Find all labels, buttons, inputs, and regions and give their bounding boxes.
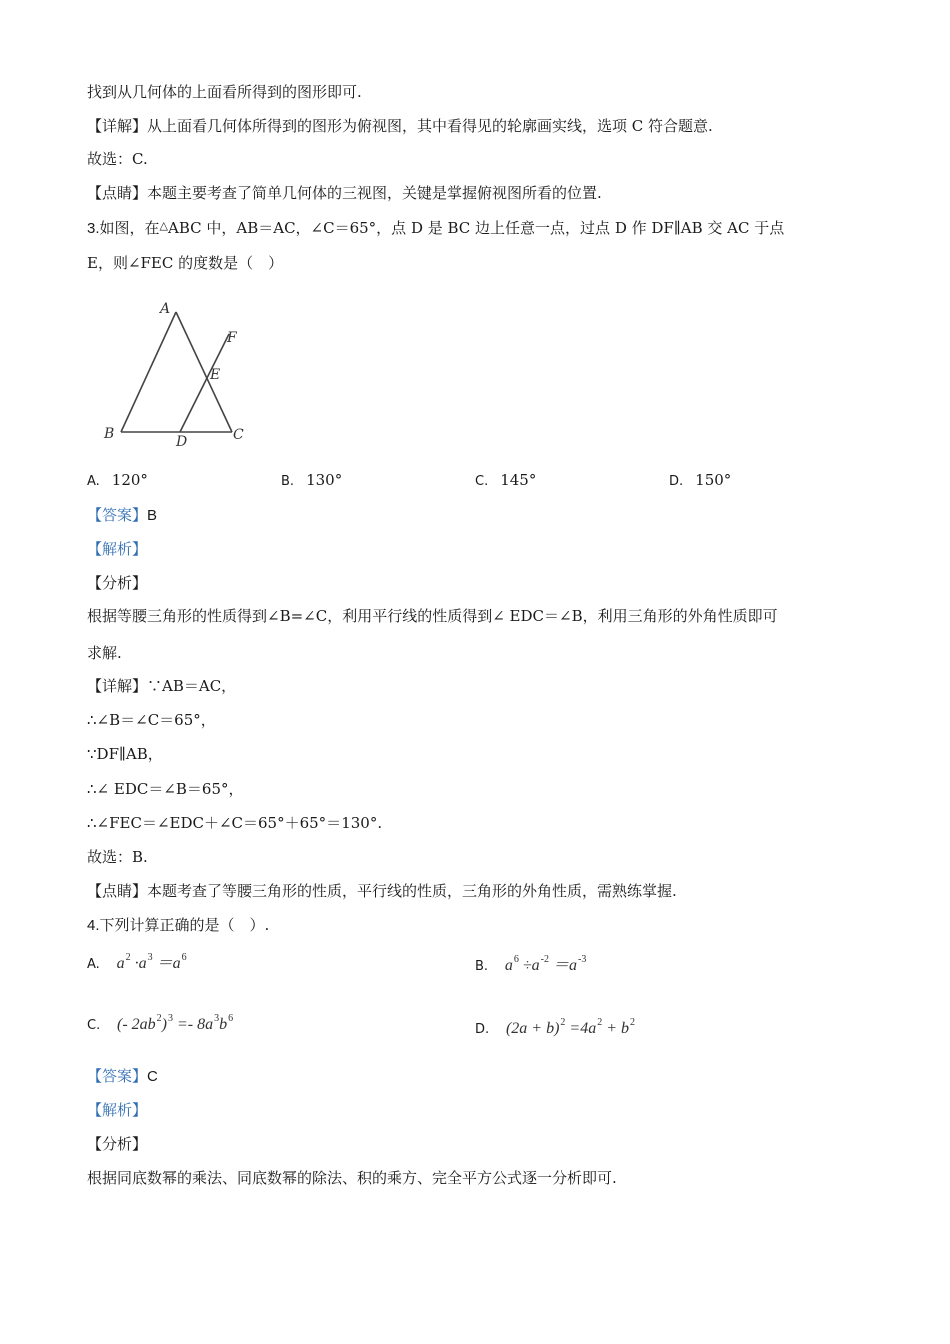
detail-line-4: ∴∠ EDC＝∠B＝65°， bbox=[87, 780, 244, 798]
detail-line-2: ∴∠B＝∠C＝65°， bbox=[87, 711, 216, 729]
answer-line: 【答案】B bbox=[87, 506, 158, 524]
label-e: E bbox=[210, 367, 221, 383]
option-c[interactable]: C. 145° bbox=[475, 471, 537, 489]
comment-line: 【点睛】本题主要考查了简单几何体的三视图，关键是掌握俯视图所看的位置. bbox=[87, 184, 602, 202]
question-4-stem: 4.下列计算正确的是（ ）. bbox=[87, 916, 270, 934]
option-d[interactable]: D. $(2a + b)^2 =4a^2 + b^2$ bbox=[475, 1017, 635, 1037]
analysis-tag: 【解析】 bbox=[87, 1101, 148, 1119]
answer-line: 【答案】C bbox=[87, 1067, 158, 1085]
question-number: 4. bbox=[87, 917, 100, 934]
analysis-tag: 【解析】 bbox=[87, 540, 148, 558]
detail-line-5: ∴∠FEC＝∠EDC＋∠C＝65°＋65°＝130°. bbox=[87, 814, 383, 832]
fenxi-line-1: 根据等腰三角形的性质得到∠B=∠C，利用平行线的性质得到∠ EDC＝∠B，利用三角形的外角性质即可 bbox=[87, 607, 778, 625]
label-a: A bbox=[160, 301, 171, 317]
line-df bbox=[180, 334, 229, 432]
option-c[interactable]: C. (- $2ab^2)^3 =- 8a^3b^6$ bbox=[87, 1013, 234, 1033]
side-ab bbox=[121, 312, 176, 432]
fenxi-tag: 【分析】 bbox=[87, 574, 148, 592]
triangle-icon: △ bbox=[159, 219, 168, 232]
triangle-figure bbox=[100, 298, 260, 453]
choose-line: 故选：C. bbox=[87, 150, 148, 168]
label-c: C bbox=[233, 427, 244, 443]
text-line: 找到从几何体的上面看所得到的图形即可. bbox=[87, 83, 362, 101]
label-f: F bbox=[227, 330, 237, 346]
comment-line: 【点睛】本题考查了等腰三角形的性质，平行线的性质，三角形的外角性质，需熟练掌握. bbox=[87, 882, 677, 900]
detail-line-3: ∵DF∥AB， bbox=[87, 745, 163, 763]
side-ac bbox=[176, 312, 232, 432]
question-3-stem: 3.如图，在△ABC 中，AB＝AC，∠C＝65°，点 D 是 BC 边上任意一点，过点 D 作 DF∥AB 交 AC 于点 bbox=[87, 219, 785, 237]
option-d[interactable]: D. 150° bbox=[669, 471, 732, 489]
choose-line: 故选：B. bbox=[87, 848, 148, 866]
fenxi-tag: 【分析】 bbox=[87, 1135, 148, 1153]
detail-line: 【详解】从上面看几何体所得到的图形为俯视图，其中看得见的轮廓画实线，选项 C 符合题意. bbox=[87, 117, 713, 135]
option-b[interactable]: B. $a^6 \div a^{-2} =a^{-3}$ bbox=[475, 954, 587, 974]
option-b[interactable]: B. 130° bbox=[281, 471, 343, 489]
question-number: 3. bbox=[87, 220, 100, 237]
label-b: B bbox=[104, 426, 115, 442]
detail-line-1: 【详解】∵AB＝AC， bbox=[87, 677, 237, 695]
option-a[interactable]: A. 120° bbox=[87, 471, 148, 489]
option-a[interactable]: A. $a^2 \cdot a^3 =a^6$ bbox=[87, 952, 187, 972]
fenxi-line-2: 求解. bbox=[87, 644, 122, 662]
fenxi-line: 根据同底数幂的乘法、同底数幂的除法、积的乘方、完全平方公式逐一分析即可. bbox=[87, 1169, 617, 1187]
question-3-stem-cont: E，则∠FEC 的度数是（ ） bbox=[87, 254, 284, 272]
label-d: D bbox=[176, 434, 188, 450]
